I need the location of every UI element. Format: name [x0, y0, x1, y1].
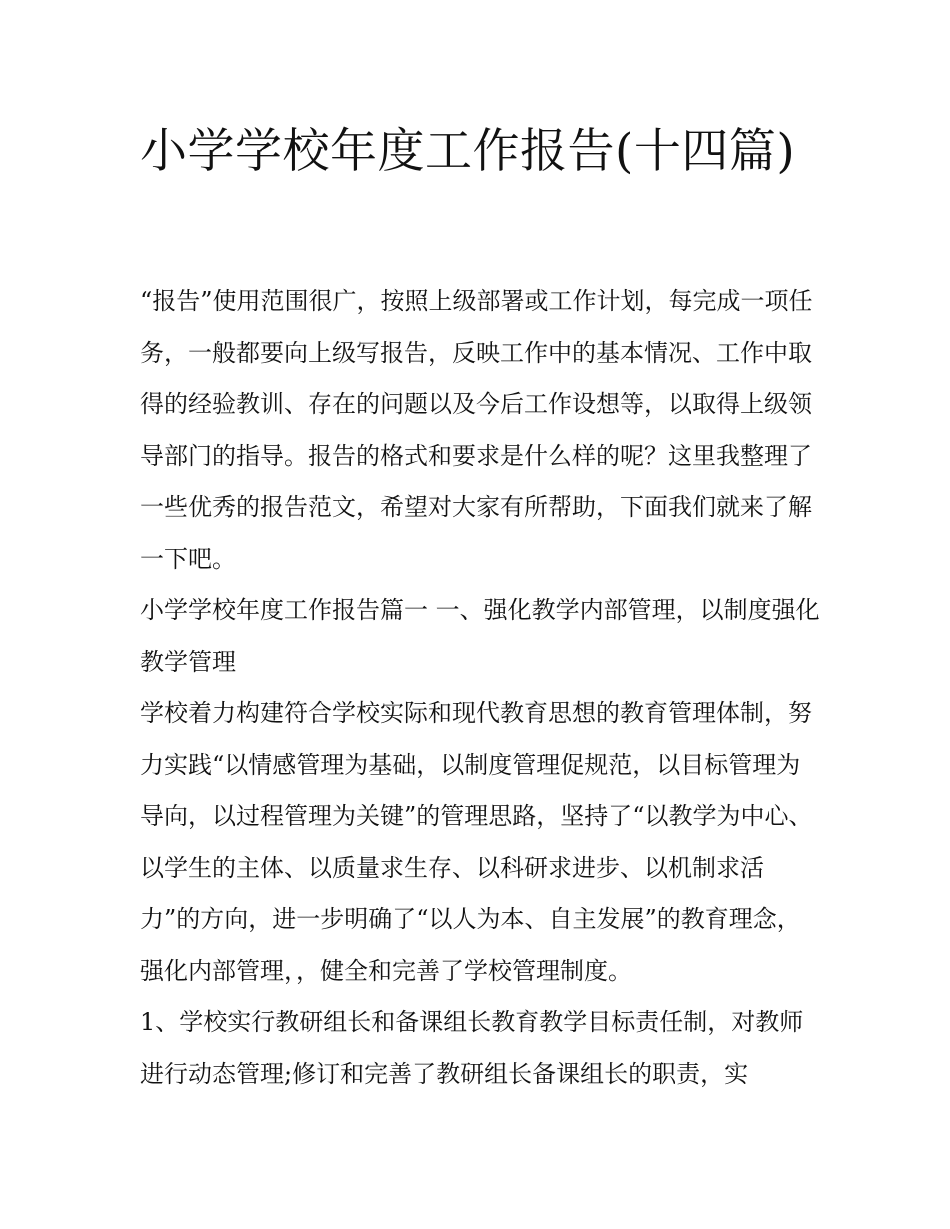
intro-paragraph: “报告”使用范围很广，按照上级部署或工作计划，每完成一项任务，一般都要向上级写报告，反映工作中的基本情况、工作中取得的经验教训、存在的问题以及今后工作设想等，以取得上级领导部门的指导。报告的格式和要求是什么样的呢？这里我整理了一些优秀的报告范文，希望对大家有所帮助，下面我们就来了解一下吧。 — [140, 287, 813, 573]
list-item-1: 1、学校实行教研组长和备课组长教育教学目标责任制，对教师进行动态管理;修订和完善了教研组长备课组长的职责，实 — [140, 1008, 804, 1088]
section-heading: 小学学校年度工作报告篇一 一、强化教学内部管理，以制度强化教学管理 — [140, 596, 820, 676]
document-body — [140, 276, 820, 1100]
document-title: 小学学校年度工作报告(十四篇) — [140, 124, 796, 179]
body-paragraph: 学校着力构建符合学校实际和现代教育思想的教育管理体制，努力实践“以情感管理为基础，以制度管理促规范，以目标管理为导向，以过程管理为关键”的管理思路，坚持了“以教学为中心、以学生的主体、以质量求生存、以科研求进步、以机制求活力”的方向，进一步明确了“以人为本、自主发展”的教育理念，强化内部管理，，健全和完善了学校管理制度。 — [140, 699, 813, 985]
